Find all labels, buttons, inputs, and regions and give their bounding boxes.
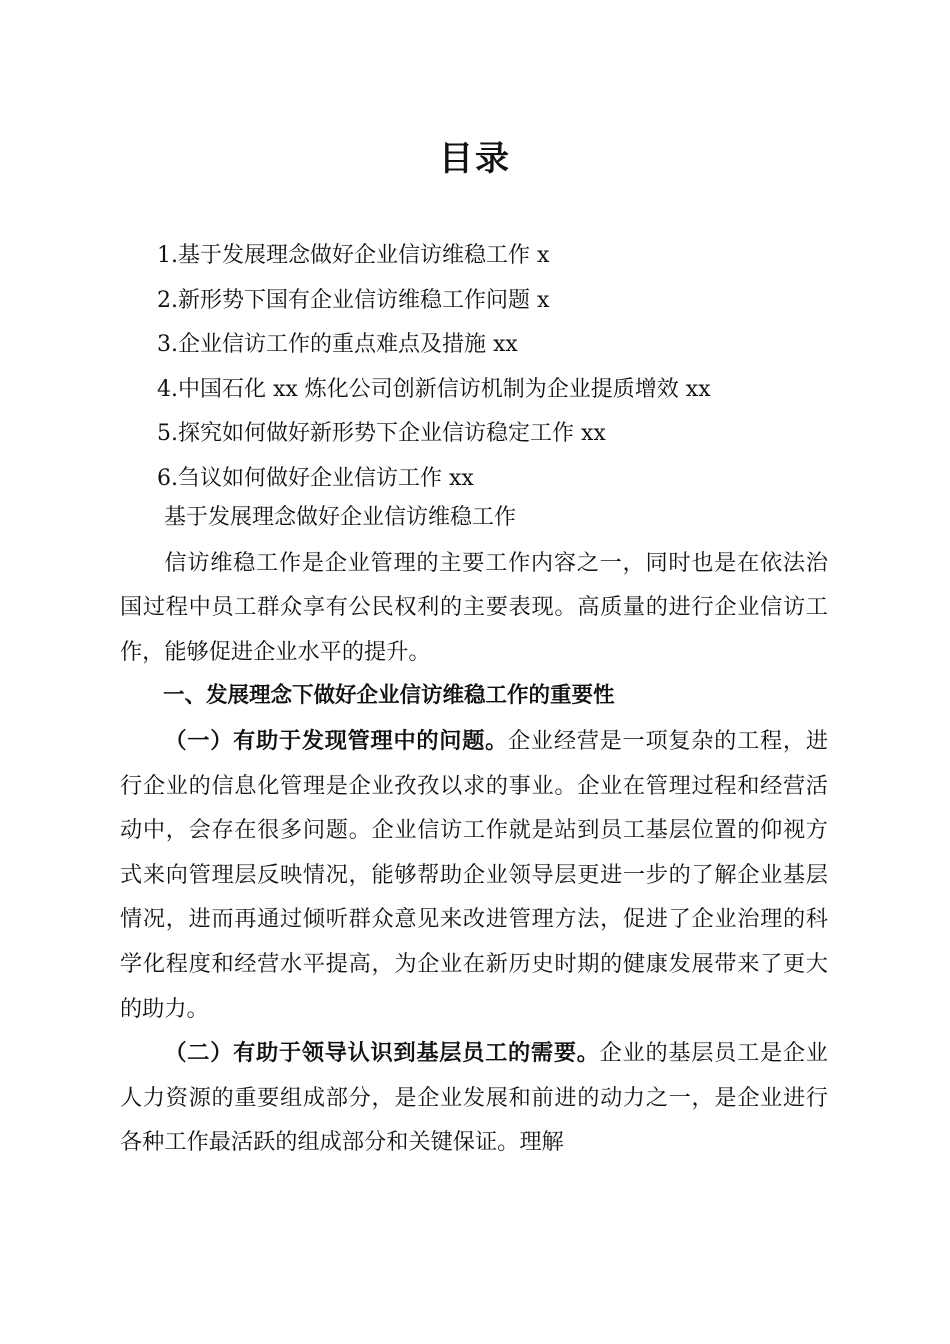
paragraph-2-body: 企业的基层员工是企业人力资源的重要组成部分，是企业发展和前进的动力之一，是企业进行各种工作最活跃的组成部分和关键保证。理解: [120, 1040, 828, 1156]
toc-item-3[interactable]: 3.企业信访工作的重点难点及措施 xx: [157, 332, 518, 358]
intro-paragraph: 信访维稳工作是企业管理的主要工作内容之一，同时也是在依法治国过程中员工群众享有公民权利的主要表现。高质量的进行企业信访工作，能够促进企业水平的提升。: [120, 549, 828, 665]
toc-item-4[interactable]: 4.中国石化 xx 炼化公司创新信访机制为企业提质增效 xx: [157, 376, 711, 402]
section-heading-1: 一、发展理念下做好企业信访维稳工作的重要性: [163, 683, 615, 709]
page-title: 目录: [439, 139, 511, 179]
toc-item-2[interactable]: 2.新形势下国有企业信访维稳工作问题 x: [157, 287, 550, 313]
table-of-contents: [157, 234, 837, 502]
paragraph-1-body: 企业经营是一项复杂的工程，进行企业的信息化管理是企业孜孜以求的事业。企业在管理过程和经营活动中，会存在很多问题。企业信访工作就是站到员工基层位置的仰视方式来向管理层反映情况，能够帮助企业领导层更进一步的了解企业基层情况，进而再通过倾听群众意见来改进管理方法，促进了企业治理的科学化程度和经营水平提高，为企业在新历史时期的健康发展带来了更大的助力。: [120, 727, 829, 1022]
paragraph-2: [120, 1031, 828, 1165]
toc-item-1[interactable]: 1.基于发展理念做好企业信访维稳工作 x: [157, 243, 550, 268]
article-title: 基于发展理念做好企业信访维稳工作: [164, 505, 517, 530]
article-body: [120, 496, 828, 1165]
toc-item-6[interactable]: 6.刍议如何做好企业信访工作 xx: [157, 465, 474, 491]
paragraph-1-lead: （一）有助于发现管理中的问题。: [164, 727, 509, 754]
toc-item-5[interactable]: 5.探究如何做好新形势下企业信访稳定工作 xx: [157, 421, 606, 447]
paragraph-2-lead: （二）有助于领导认识到基层员工的需要。: [164, 1040, 600, 1067]
paragraph-1: [120, 719, 828, 1031]
